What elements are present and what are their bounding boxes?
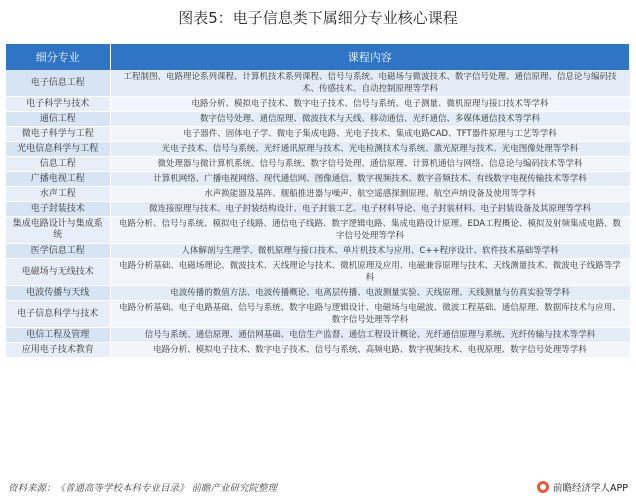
- table-row: [6, 343, 630, 358]
- major-cell: 广播电视工程: [6, 172, 110, 187]
- major-cell: 电子信息工程: [6, 70, 110, 97]
- courses-cell: 光电子技术、信号与系统、光纤通讯原理与技术、光电检测技术与系统、激光原理与技术、光电图像处理等学科: [110, 142, 630, 157]
- major-cell: 电信工程及管理: [6, 328, 110, 343]
- table-row: [6, 112, 630, 127]
- table-row: [6, 157, 630, 172]
- table-row: [6, 172, 630, 187]
- table-row: [6, 301, 630, 328]
- brand-label: 前瞻经济学人APP: [553, 483, 628, 494]
- major-cell: 信息工程: [6, 157, 110, 172]
- courses-table: [6, 44, 630, 358]
- courses-cell: 电路分析、模拟电子技术、数字电子技术、信号与系统、电子测量、微机原理与接口技术等学科: [110, 97, 630, 112]
- courses-cell: 微处理器与微计算机系统、信号与系统、数字信号处理、通信原理、计算机通信与网络、信息论与编码技术等学科: [110, 157, 630, 172]
- courses-cell: 信号与系统、通信原理、通信网基础、电信生产监督、通信工程设计概论、光纤通信原理与系统、光纤传输与技术等学科: [110, 328, 630, 343]
- courses-cell: 微连接原理与技术、电子封装结构设计、电子封装工艺、电子材料导论、电子封装材料、电子封装设备及其原理等学科: [110, 202, 630, 217]
- brand-logo-icon: [537, 481, 549, 493]
- courses-cell: 电波传播的数值方法、电波传播概论、电离层传播、电波测量实验、天线原理、天线测量与仿真实验等学科: [110, 286, 630, 301]
- column-header-courses: 课程内容: [110, 44, 630, 70]
- courses-cell: 数字信号处理、通信原理、微波技术与天线、移动通信、光纤通信、多媒体通信技术等学科: [110, 112, 630, 127]
- table-body: [6, 70, 630, 358]
- table-row: [6, 187, 630, 202]
- footer: [6, 478, 630, 496]
- courses-cell: 电路分析、信号与系统、模拟电子线路、通信电子线路、数字逻辑电路、集成电路设计原理、EDA工程概论、模拟及射频集成电路、数字信号处理等学科: [110, 217, 630, 244]
- major-cell: 电波传播与天线: [6, 286, 110, 301]
- courses-cell: 水声换能器及基阵、舰船推进器与噪声、航空遥感探测原理、航空声纳设备及使用等学科: [110, 187, 630, 202]
- major-cell: 水声工程: [6, 187, 110, 202]
- courses-cell: 计算机网络、广播电视网络、现代通信网、图像通信、数字视频技术、数字音频技术、有线数字电视传输技术等学科: [110, 172, 630, 187]
- major-cell: 通信工程: [6, 112, 110, 127]
- table-row: [6, 70, 630, 97]
- major-cell: 应用电子技术教育: [6, 343, 110, 358]
- table-row: [6, 244, 630, 259]
- table-row: [6, 259, 630, 286]
- major-cell: 电磁场与无线技术: [6, 259, 110, 286]
- major-cell: 电子信息科学与技术: [6, 301, 110, 328]
- courses-cell: 电路分析基础、电子电路基础、信号与系统、数字电路与逻辑设计、电磁场与电磁波、微波工程基础、通信原理、数据库技术与应用、数字信号处理等学科: [110, 301, 630, 328]
- courses-cell: 人体解剖与生理学、微机原理与接口技术、单片机技术与应用、C++程序设计、软件技术基础等学科: [110, 244, 630, 259]
- table-row: [6, 142, 630, 157]
- major-cell: 光电信息科学与工程: [6, 142, 110, 157]
- major-cell: 医学信息工程: [6, 244, 110, 259]
- column-header-major: 细分专业: [6, 44, 110, 70]
- major-cell: 电子科学与技术: [6, 97, 110, 112]
- major-cell: 集成电路设计与集成系统: [6, 217, 110, 244]
- table-row: [6, 97, 630, 112]
- table-row: [6, 286, 630, 301]
- courses-cell: 工程制图、电路理论系列课程、计算机技术系列课程、信号与系统、电磁场与微波技术、数字信号处理、通信原理、信息论与编码技术、传感技术、自动控制原理等学科: [110, 70, 630, 97]
- table-row: [6, 127, 630, 142]
- courses-cell: 电子器件、固体电子学、微电子集成电路、光电子技术、集成电路CAD、TFT器件原理与工艺等学科: [110, 127, 630, 142]
- table-row: [6, 202, 630, 217]
- courses-cell: 电路分析、模拟电子技术、数字电子技术、信号与系统、高频电路、数字视频技术、电视原理、数字信号处理等学科: [110, 343, 630, 358]
- brand-credit: [537, 480, 628, 494]
- table-header-row: [6, 44, 630, 70]
- major-cell: 微电子科学与工程: [6, 127, 110, 142]
- table-row: [6, 328, 630, 343]
- source-note: 资料来源：《普通高等学校本科专业目录》 前瞻产业研究院整理: [8, 483, 278, 494]
- table-row: [6, 217, 630, 244]
- major-cell: 电子封装技术: [6, 202, 110, 217]
- page-title: 图表5：电子信息类下属细分专业核心课程: [178, 9, 458, 27]
- courses-cell: 电路分析基础、电磁场理论、微波技术、天线理论与技术、微机原理及应用、电磁兼容原理与技术、天线测量技术、微波电子线路等学科: [110, 259, 630, 286]
